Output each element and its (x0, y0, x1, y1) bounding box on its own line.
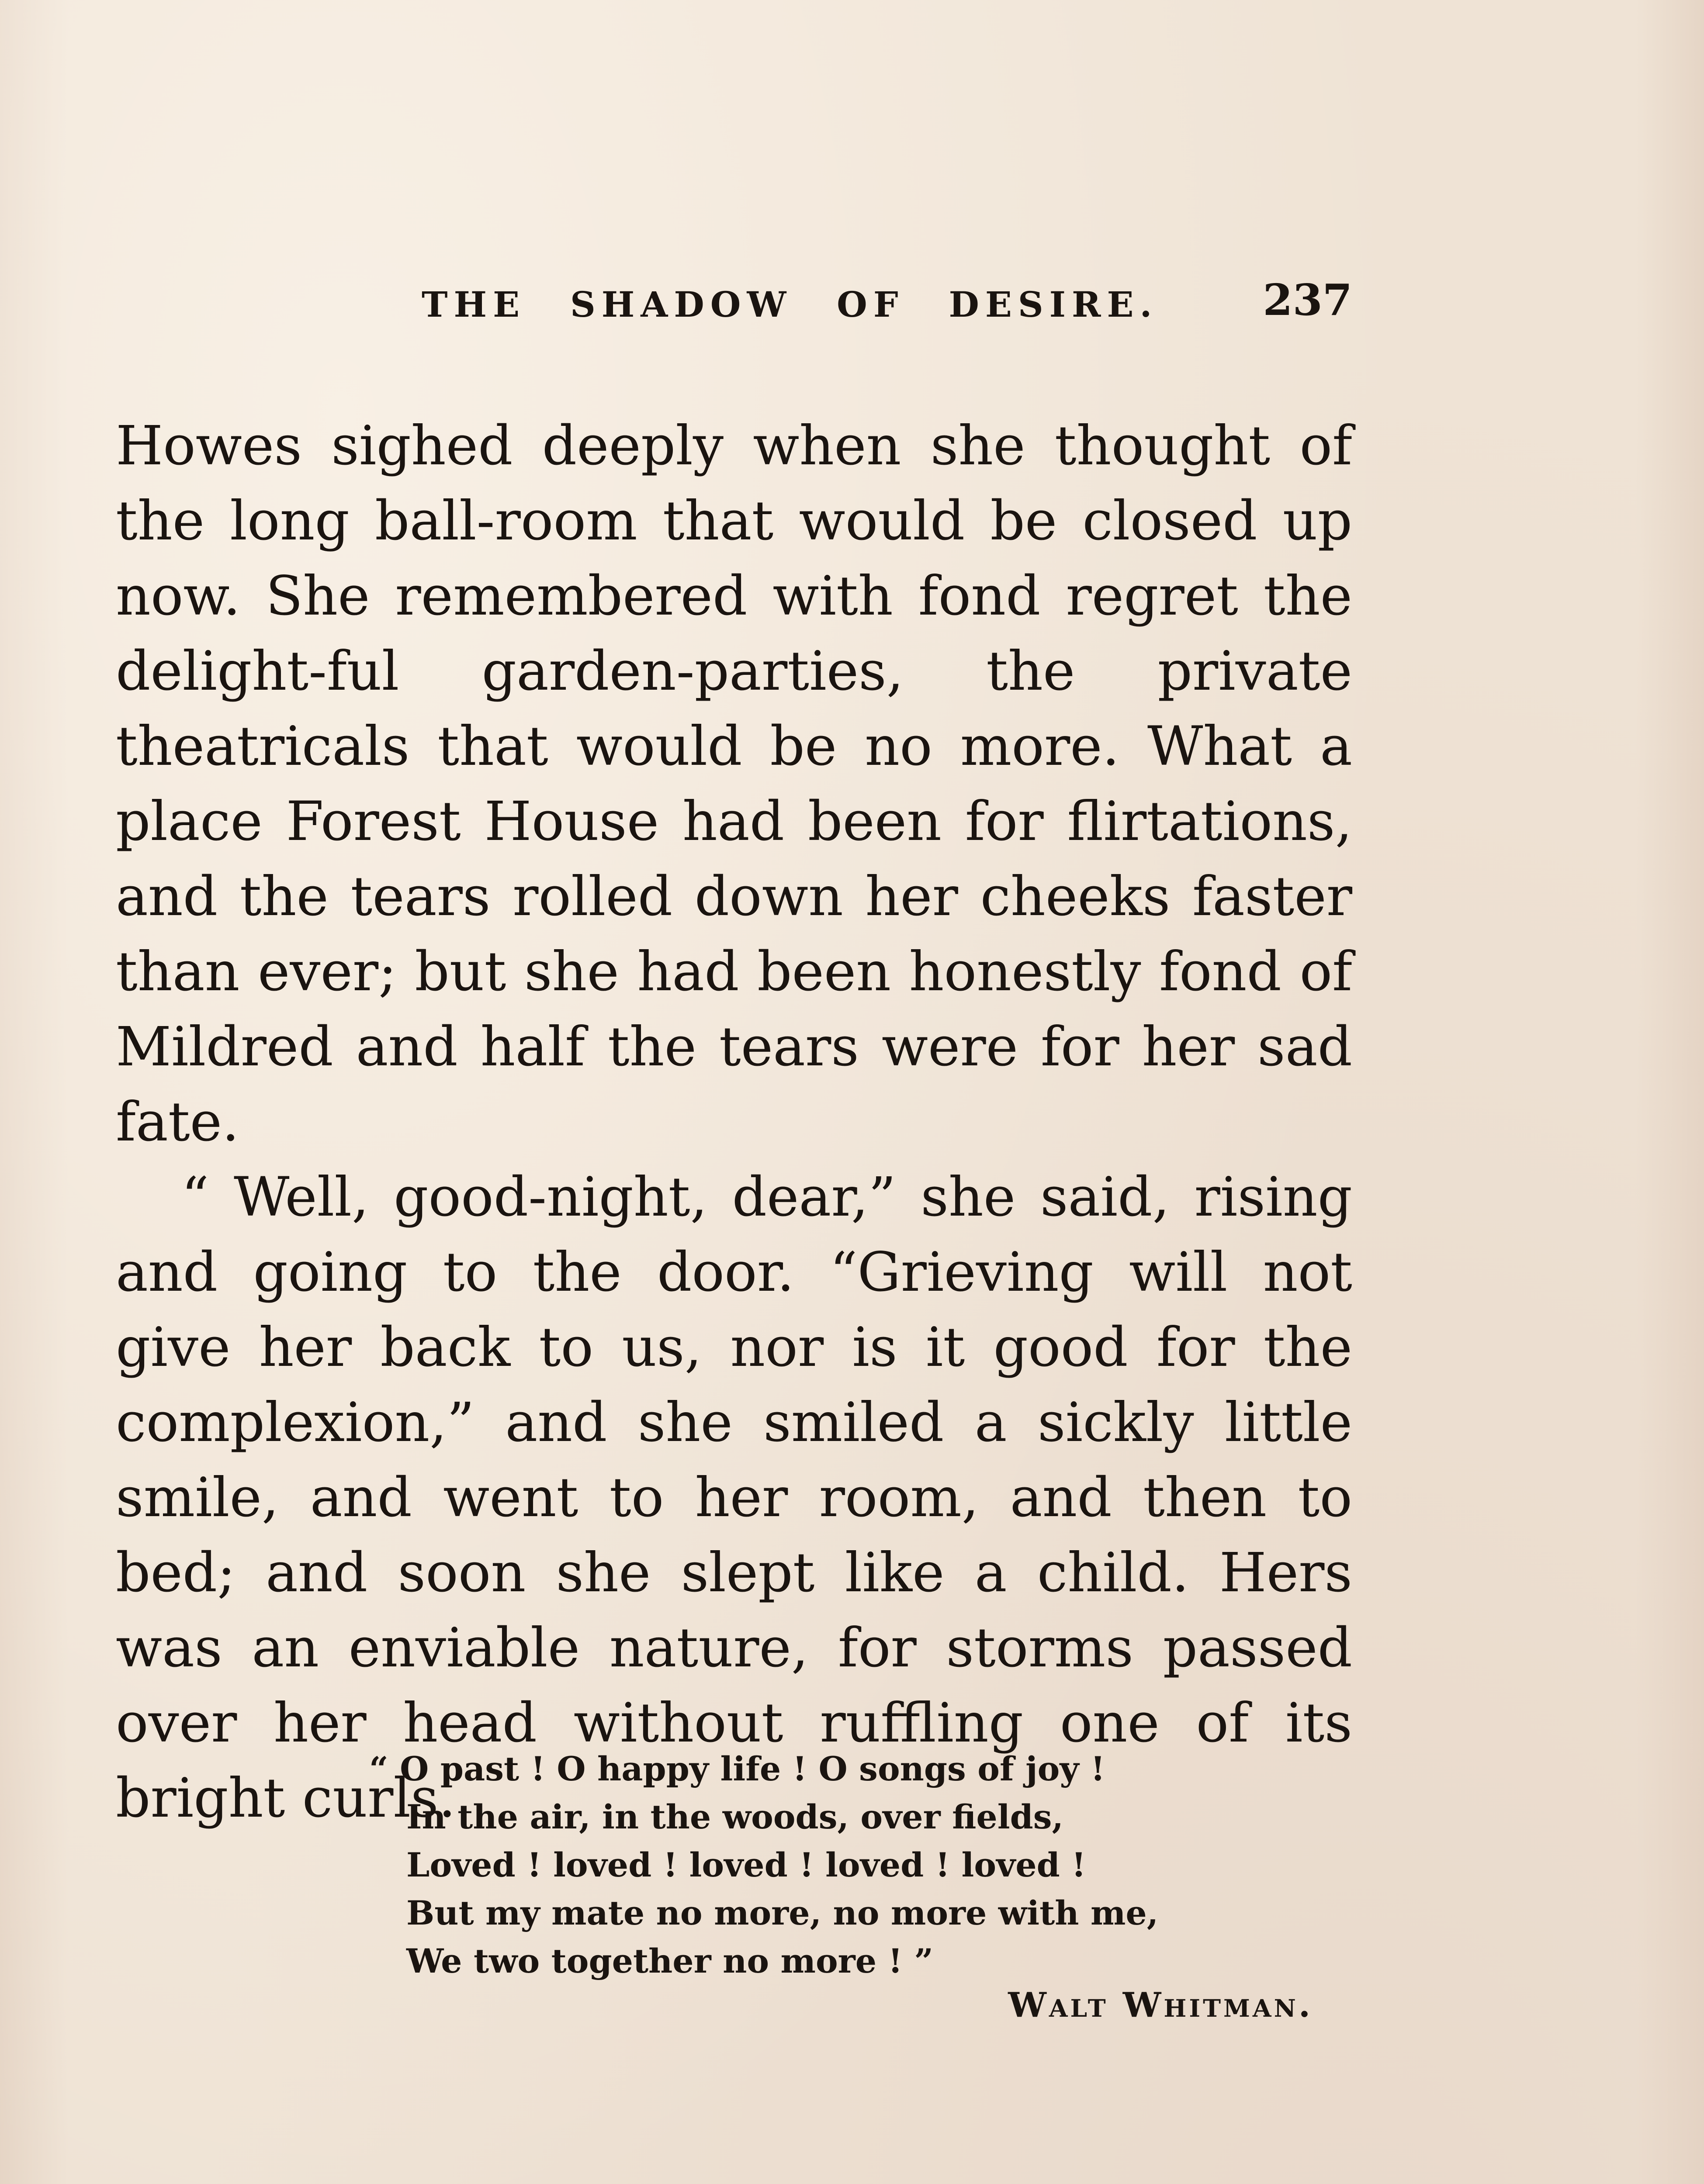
running-title: THE SHADOW OF DESIRE. (422, 284, 1158, 325)
poem-line-1: “ O past ! O happy life ! O songs of joy ! (369, 1749, 1105, 1788)
poem-line-4: But my mate no more, no more with me, (406, 1894, 1159, 1932)
poem-quotation (369, 1745, 1324, 1985)
poem-line-3: Loved ! loved ! loved ! loved ! loved ! (406, 1845, 1086, 1884)
body-text (116, 408, 1352, 1836)
page-number: 237 (1263, 275, 1352, 325)
running-head (116, 266, 1352, 332)
paragraph-2: “ Well, good-night, dear,” she said, rising and going to the door. “Grieving will not give her back to us, nor is it good for the complexion,” and she smiled a sickly little smile, and went to her room, and then to bed; and soon she slept like a child. Hers was an enviable nature, for storms passed over her head without ruffling one of its bright curls. (116, 1166, 1352, 1830)
poem-attribution: Walt Whitman. (1008, 1985, 1313, 2025)
poem-line-5: We two together no more ! ” (406, 1942, 934, 1980)
paragraph-1: Howes sighed deeply when she thought of the long ball-room that would be closed up now. She remembered with fond regret the delight-ful garden-parties, the private theatricals that would be no more. What a place Forest House had been for flirtations, and the tears rolled down her cheeks faster than ever; but she had been honestly fond of Mildred and half the tears were for her sad fate. (116, 415, 1352, 1154)
poem-line-2: In the air, in the woods, over fields, (406, 1797, 1063, 1836)
